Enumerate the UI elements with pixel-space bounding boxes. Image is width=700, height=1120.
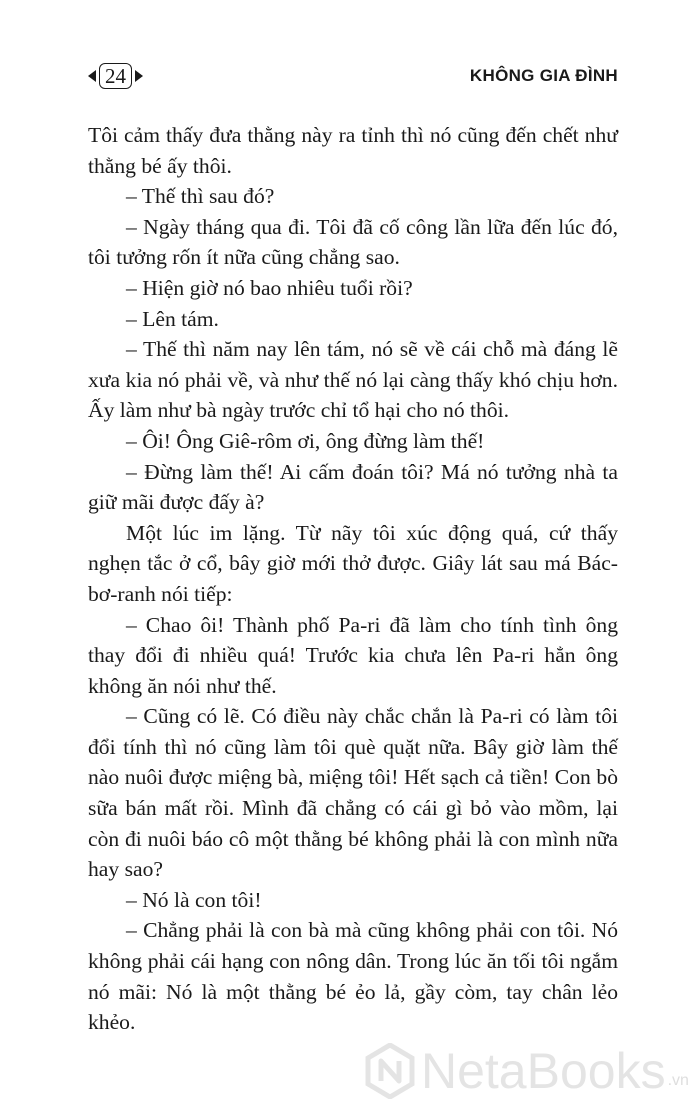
paragraph: – Lên tám.: [126, 306, 219, 331]
watermark-brand: NetaBooks: [421, 1043, 666, 1099]
paragraph: – Ôi! Ông Giê-rôm ơi, ông đừng làm thế!: [126, 428, 485, 453]
paragraph: – Chao ôi! Thành phố Pa-ri đã làm cho tính tình ông thay đổi đi nhiều quá! Trước kia chưa lên Pa-ri hẳn ông không ăn nói như thế.: [88, 612, 618, 698]
watermark-suffix: .vn: [667, 1072, 689, 1089]
watermark: [365, 1040, 695, 1102]
paragraph: – Đừng làm thế! Ai cấm đoán tôi? Má nó tưởng nhà ta giữ mãi được đấy à?: [88, 459, 618, 515]
paragraph: – Thế thì sau đó?: [126, 184, 275, 209]
paragraph: – Thế thì năm nay lên tám, nó sẽ về cái chỗ mà đáng lẽ xưa kia nó phải về, và như thế nó lại càng thấy khó chịu hơn. Ấy làm như bà ngày trước chỉ tổ hại cho nó thôi.: [88, 337, 618, 423]
triangle-left-icon: [88, 70, 96, 82]
page-header: [88, 62, 618, 92]
page-number-box: [88, 62, 143, 90]
page-number: 24: [99, 63, 132, 89]
paragraph: – Cũng có lẽ. Có điều này chắc chắn là Pa-ri có làm tôi đổi tính thì nó cũng làm tôi què quặt nữa. Bây giờ làm thế nào nuôi được miệng bà, miệng tôi! Hết sạch cả tiền! Con bò sữa bán mất rồi. Mình đã chẳng có cái gì bỏ vào mồm, lại còn đi nuôi báo cô một thằng bé không phải là con mình nữa hay sao?: [88, 704, 618, 882]
paragraph: – Nó là con tôi!: [126, 887, 262, 912]
paragraph: Một lúc im lặng. Từ nãy tôi xúc động quá, cứ thấy nghẹn tắc ở cổ, bây giờ mới thở được. Giây lát sau má Bác-bơ-ranh nói tiếp:: [88, 520, 618, 606]
netabooks-logo-icon: [365, 1043, 415, 1099]
paragraph: – Hiện giờ nó bao nhiêu tuổi rồi?: [126, 275, 413, 300]
triangle-right-icon: [135, 70, 143, 82]
paragraph: – Chẳng phải là con bà mà cũng không phải con tôi. Nó không phải cái hạng con nông dân. Trong lúc ăn tối tôi ngắm nó mãi: Nó là một thằng bé ẻo lả, gầy còm, tay chân lẻo khẻo.: [88, 918, 618, 1035]
page-body: [88, 120, 618, 1038]
running-title: KHÔNG GIA ĐÌNH: [469, 66, 618, 85]
paragraph: Tôi cảm thấy đưa thằng này ra tỉnh thì nó cũng đến chết như thằng bé ấy thôi.: [88, 123, 618, 178]
paragraph: – Ngày tháng qua đi. Tôi đã cố công lần lữa đến lúc đó, tôi tưởng rốn ít nữa cũng chẳng sao.: [88, 214, 618, 270]
